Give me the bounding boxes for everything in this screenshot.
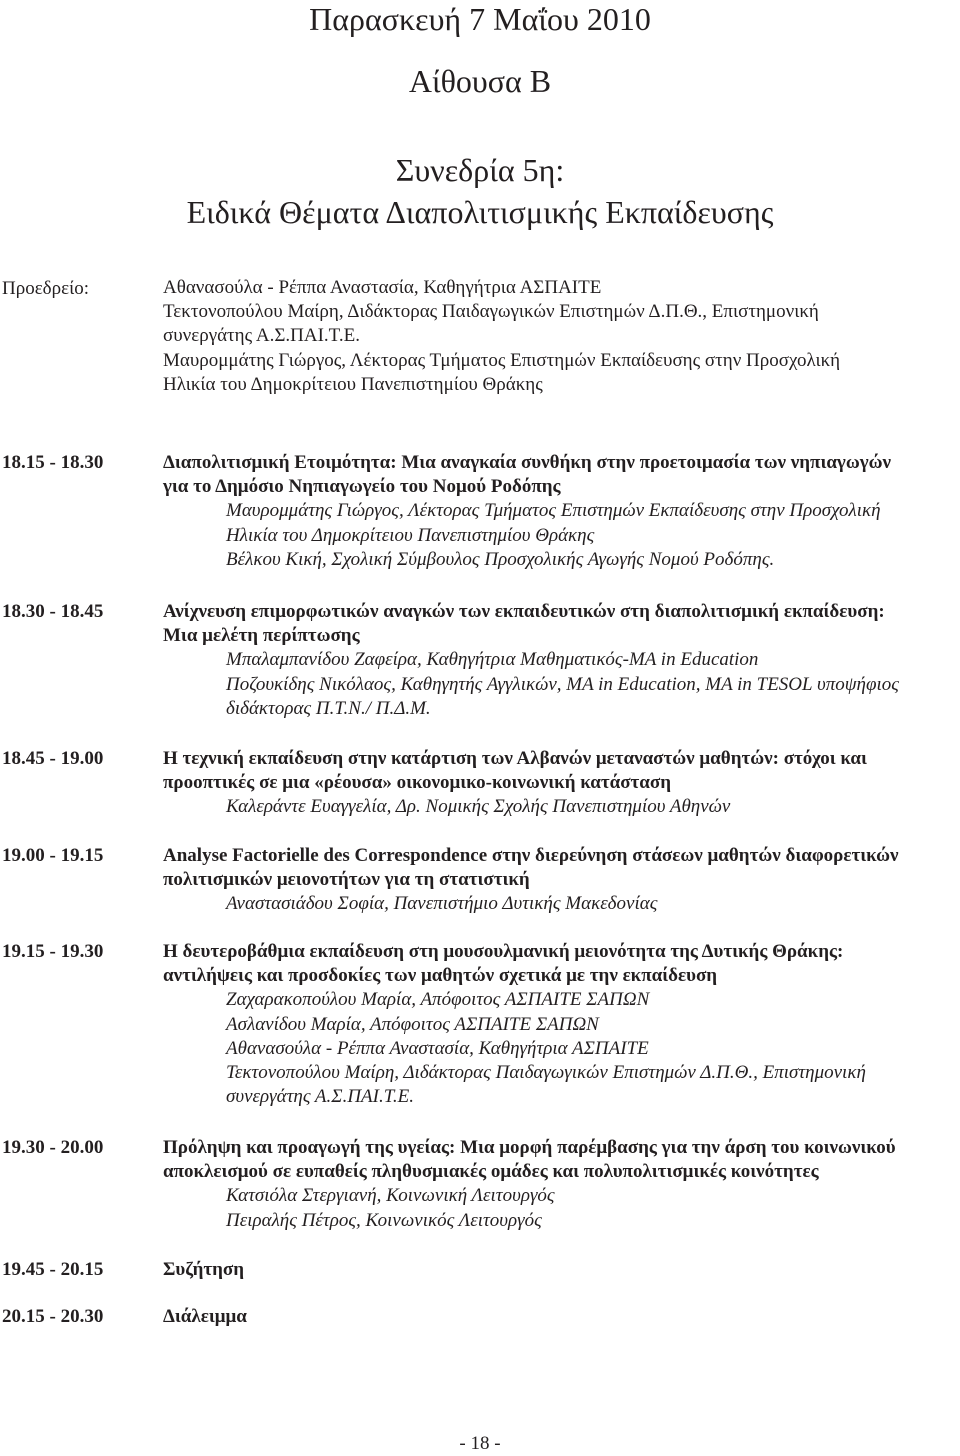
- program-item: [163, 1258, 958, 1282]
- speaker-line: Ποζουκίδης Νικόλαος, Καθηγητής Αγγλικών, MA in Education, MA in TESOL υποψήφιος: [226, 673, 899, 695]
- speaker-line: Ζαχαρακοπούλου Μαρία, Απόφοιτος ΑΣΠΑΙΤΕ ΣΑΠΩΝ: [226, 989, 650, 1011]
- session-theme-heading: Ειδικά Θέματα Διαπολιτισμικής Εκπαίδευσης: [186, 194, 774, 230]
- slot-time: 19.45 - 20.15: [2, 1259, 104, 1280]
- program-item: [163, 940, 958, 1109]
- talk-title-line: Πρόληψη και προαγωγή της υγείας: Μια μορφή παρέμβασης για την άρση του κοινωνικού: [163, 1137, 896, 1158]
- speaker-line: Πειραλής Πέτρος, Κοινωνικός Λειτουργός: [226, 1209, 542, 1231]
- talk-title-line: Η τεχνική εκπαίδευση στην κατάρτιση των Αλβανών μεταναστών μαθητών: στόχοι και: [163, 748, 867, 769]
- program-item: [163, 600, 958, 721]
- slot-time: 19.30 - 20.00: [2, 1137, 104, 1158]
- talk-title-line: Analyse Factorielle des Correspondence στην διερεύνηση στάσεων μαθητών διαφορετικών: [163, 845, 899, 866]
- talk-title-line: Ανίχνευση επιμορφωτικών αναγκών των εκπαιδευτικών στη διαπολιτισμική εκπαίδευση:: [163, 601, 885, 622]
- speaker-line: Αθανασούλα - Ρέππα Αναστασία, Καθηγήτρια ΑΣΠΑΙΤΕ: [226, 1037, 649, 1059]
- slot-time: 18.15 - 18.30: [2, 452, 104, 473]
- date-heading: Παρασκευή 7 Μαΐου 2010: [309, 1, 651, 37]
- speaker-line: συνεργάτης Α.Σ.ΠΑΙ.Τ.Ε.: [226, 1086, 414, 1108]
- presidium-line: συνεργάτης Α.Σ.ΠΑΙ.Τ.Ε.: [163, 325, 360, 347]
- presidium-line: Τεκτονοπούλου Μαίρη, Διδάκτορας Παιδαγωγικών Επιστημών Δ.Π.Θ., Επιστημονική: [163, 301, 819, 323]
- presidium-line: Ηλικία του Δημοκρίτειου Πανεπιστημίου Θράκης: [163, 373, 543, 395]
- page-number: - 18 -: [459, 1433, 501, 1454]
- talk-title-line: πολιτισμικών μειονοτήτων για τη στατιστική: [163, 869, 530, 891]
- talk-title-line: αντιλήψεις και προσδοκίες των μαθητών σχετικά με την εκπαίδευση: [163, 965, 718, 987]
- presidium-list: [163, 276, 958, 397]
- break-label: Συζήτηση: [163, 1259, 245, 1280]
- talk-title-line: Η δευτεροβάθμια εκπαίδευση στη μουσουλμανική μειονότητα της Δυτικής Θράκης:: [163, 941, 844, 962]
- speaker-line: Βέλκου Κική, Σχολική Σύμβουλος Προσχολικής Αγωγής Νομού Ροδόπης.: [226, 548, 775, 570]
- speaker-line: Ασλανίδου Μαρία, Απόφοιτος ΑΣΠΑΙΤΕ ΣΑΠΩΝ: [226, 1013, 599, 1035]
- speaker-line: Αναστασιάδου Σοφία, Πανεπιστήμιο Δυτικής Μακεδονίας: [226, 893, 658, 915]
- slot-time: 18.30 - 18.45: [2, 601, 104, 622]
- speaker-line: Ηλικία του Δημοκρίτειου Πανεπιστημίου Θράκης: [226, 524, 595, 546]
- talk-title-line: για το Δημόσιο Νηπιαγωγείο του Νομού Ροδόπης: [163, 476, 561, 498]
- speaker-line: διδάκτορας Π.Τ.Ν./ Π.Δ.Μ.: [226, 697, 431, 719]
- presidium-line: Μαυρομμάτης Γιώργος, Λέκτορας Τμήματος Επιστημών Εκπαίδευσης στην Προσχολική: [163, 349, 841, 371]
- talk-title-line: Διαπολιτισμική Ετοιμότητα: Μια αναγκαία συνθήκη στην προετοιμασία των νηπιαγωγών: [163, 452, 891, 473]
- speaker-line: Τεκτονοπούλου Μαίρη, Διδάκτορας Παιδαγωγικών Επιστημών Δ.Π.Θ., Επιστημονική: [226, 1062, 866, 1084]
- program-item: [163, 1305, 958, 1329]
- slot-time: 20.15 - 20.30: [2, 1306, 104, 1327]
- room-heading: Αίθουσα Β: [408, 63, 552, 99]
- program-item: [163, 451, 958, 572]
- speaker-line: Μαυρομμάτης Γιώργος, Λέκτορας Τμήματος Επιστημών Εκπαίδευσης στην Προσχολική: [226, 500, 881, 522]
- talk-title-line: προοπτικές σε μια «ρέουσα» οικονομικο-κοινωνική κατάσταση: [163, 772, 672, 794]
- presidium-line: Αθανασούλα - Ρέππα Αναστασία, Καθηγήτρια ΑΣΠΑΙΤΕ: [163, 277, 602, 298]
- talk-title-line: Μια μελέτη περίπτωσης: [163, 625, 360, 647]
- slot-time: 19.15 - 19.30: [2, 941, 104, 962]
- speaker-line: Μπαλαμπανίδου Ζαφείρα, Καθηγήτρια Μαθηματικός-ΜΑ in Education: [226, 649, 759, 671]
- slot-time: 18.45 - 19.00: [2, 748, 104, 769]
- program-item: [163, 1136, 958, 1233]
- program-item: [163, 844, 958, 917]
- program-item: [163, 747, 958, 820]
- talk-title-line: αποκλεισμού σε ευπαθείς πληθυσμιακές ομάδες και πολυπολιτισμικές κοινότητες: [163, 1161, 819, 1183]
- presidium-label: Προεδρείο:: [2, 278, 89, 299]
- session-heading: Συνεδρία 5η:: [395, 152, 565, 188]
- speaker-line: Κατσιόλα Στεργιανή, Κοινωνική Λειτουργός: [226, 1185, 555, 1207]
- speaker-line: Καλεράντε Ευαγγελία, Δρ. Νομικής Σχολής Πανεπιστημίου Αθηνών: [226, 796, 731, 818]
- slot-time: 19.00 - 19.15: [2, 845, 104, 866]
- break-label: Διάλειμμα: [163, 1306, 247, 1327]
